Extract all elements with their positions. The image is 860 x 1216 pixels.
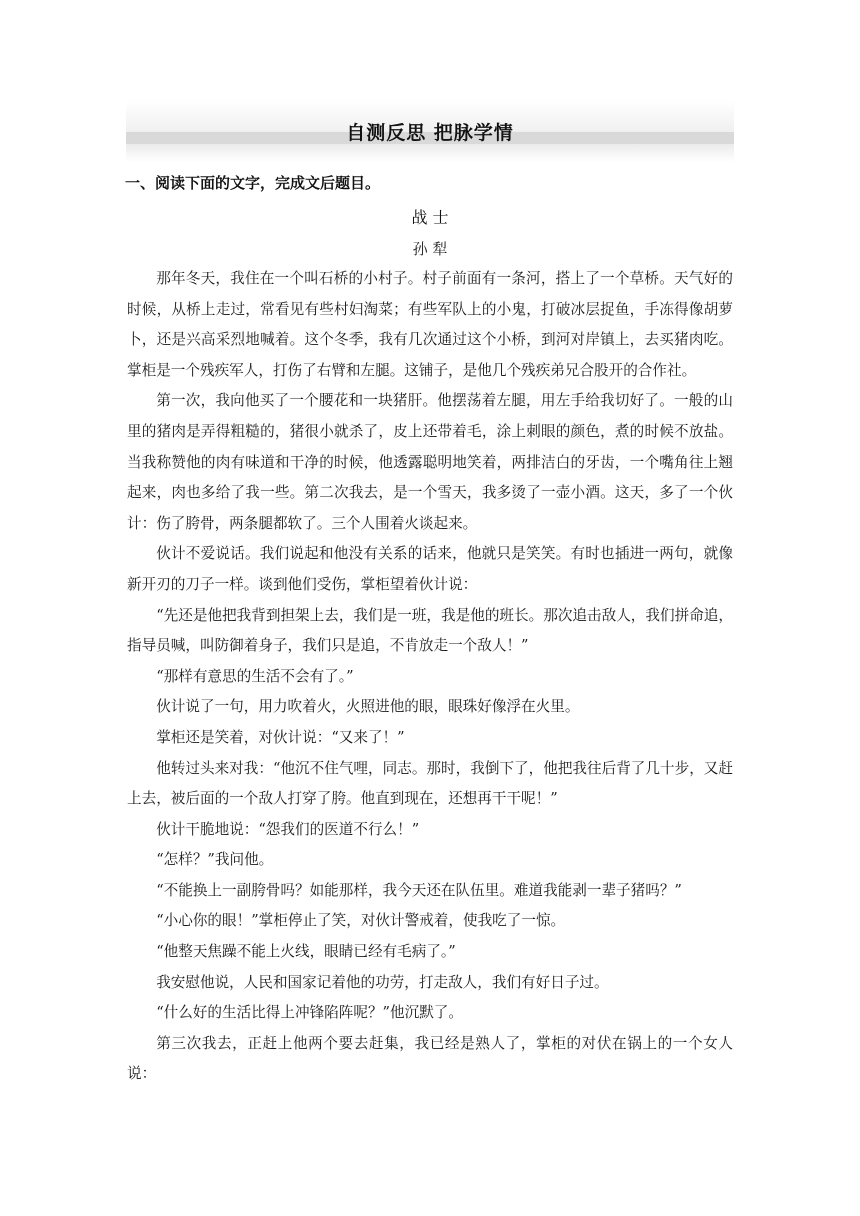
paragraph: 第三次我去，正赶上他两个要去赶集，我已经是熟人了，掌柜的对伏在锅上的一个女人说： <box>127 1034 733 1083</box>
paragraph: 他转过头来对我：“他沉不住气哩，同志。那时，我倒下了，他把我往后背了几十步，又赶上去，被后面的一个敌人打穿了胯。他直到现在，还想再干干呢！” <box>127 759 733 808</box>
story-author: 孙 犁 <box>412 240 448 258</box>
banner-bottom-fade <box>126 144 734 162</box>
section-banner <box>126 100 734 162</box>
paragraph: “不能换上一副胯骨吗？如能那样，我今天还在队伍里。难道我能剥一辈子猪吗？” <box>156 881 682 899</box>
paragraph: 那年冬天，我住在一个叫石桥的小村子。村子前面有一条河，搭上了一个草桥。天气好的时候，从桥上走过，常看见有些村妇淘菜；有些军队上的小鬼，打破冰层捉鱼，手冻得像胡萝卜，还是兴高采烈地喊着。这个冬季，我有几次通过这个小桥，到河对岸镇上，去买猪肉吃。掌柜是一个残疾军人，打伤了右臂和左腿。这铺子，是他几个残疾弟兄合股开的合作社。 <box>127 270 733 379</box>
paragraph: 我安慰他说，人民和国家记着他的功劳，打走敌人，我们有好日子过。 <box>156 973 609 991</box>
paragraph: 伙计不爱说话。我们说起和他没有关系的话来，他就只是笑笑。有时也插进一两句，就像新开刃的刀子一样。谈到他们受伤，掌柜望着伙计说： <box>127 545 733 593</box>
paragraph: “什么好的生活比得上冲锋陷阵呢？”他沉默了。 <box>156 1004 463 1022</box>
paragraph: 第一次，我向他买了一个腰花和一块猪肝。他摆荡着左腿，用左手给我切好了。一般的山里的猪肉是弄得粗糙的，猪很小就杀了，皮上还带着毛，涂上刺眼的颜色，煮的时候不放盐。当我称赞他的肉有味道和干净的时候，他透露聪明地笑着，两排洁白的牙齿，一个嘴角往上翘起来，肉也多给了我一些。第二次我去，是一个雪天，我多烫了一壶小酒。这天，多了一个伙计：伤了胯骨，两条腿都软了。三个人围着火谈起来。 <box>127 392 733 532</box>
story-title: 战 士 <box>411 208 449 227</box>
paragraph: 掌柜还是笑着，对伙计说：“又来了！” <box>156 728 405 746</box>
question-heading: 一、阅读下面的文字，完成文后题目。 <box>125 174 381 192</box>
paragraph: 伙计干脆地说：“怨我们的医道不行么！” <box>156 820 420 838</box>
paragraph: “先还是他把我背到担架上去，我们是一班，我是他的班长。那次追击敌人，我们拼命追，指导员喊，叫防御着身子，我们只是追，不肯放走一个敌人！” <box>127 606 733 655</box>
paragraph: 伙计说了一句，用力吹着火，火照进他的眼，眼珠好像浮在火里。 <box>156 698 580 716</box>
paragraph: “怎样？”我问他。 <box>156 851 274 869</box>
banner-title: 自测反思 把脉学情 <box>346 122 514 144</box>
story-body <box>127 264 733 1090</box>
paragraph: “他整天焦躁不能上火线，眼睛已经有毛病了。” <box>156 943 456 961</box>
paragraph: “小心你的眼！”掌柜停止了笑，对伙计警戒着，使我吃了一惊。 <box>156 912 566 930</box>
paragraph: “那样有意思的生活不会有了。” <box>156 667 354 685</box>
